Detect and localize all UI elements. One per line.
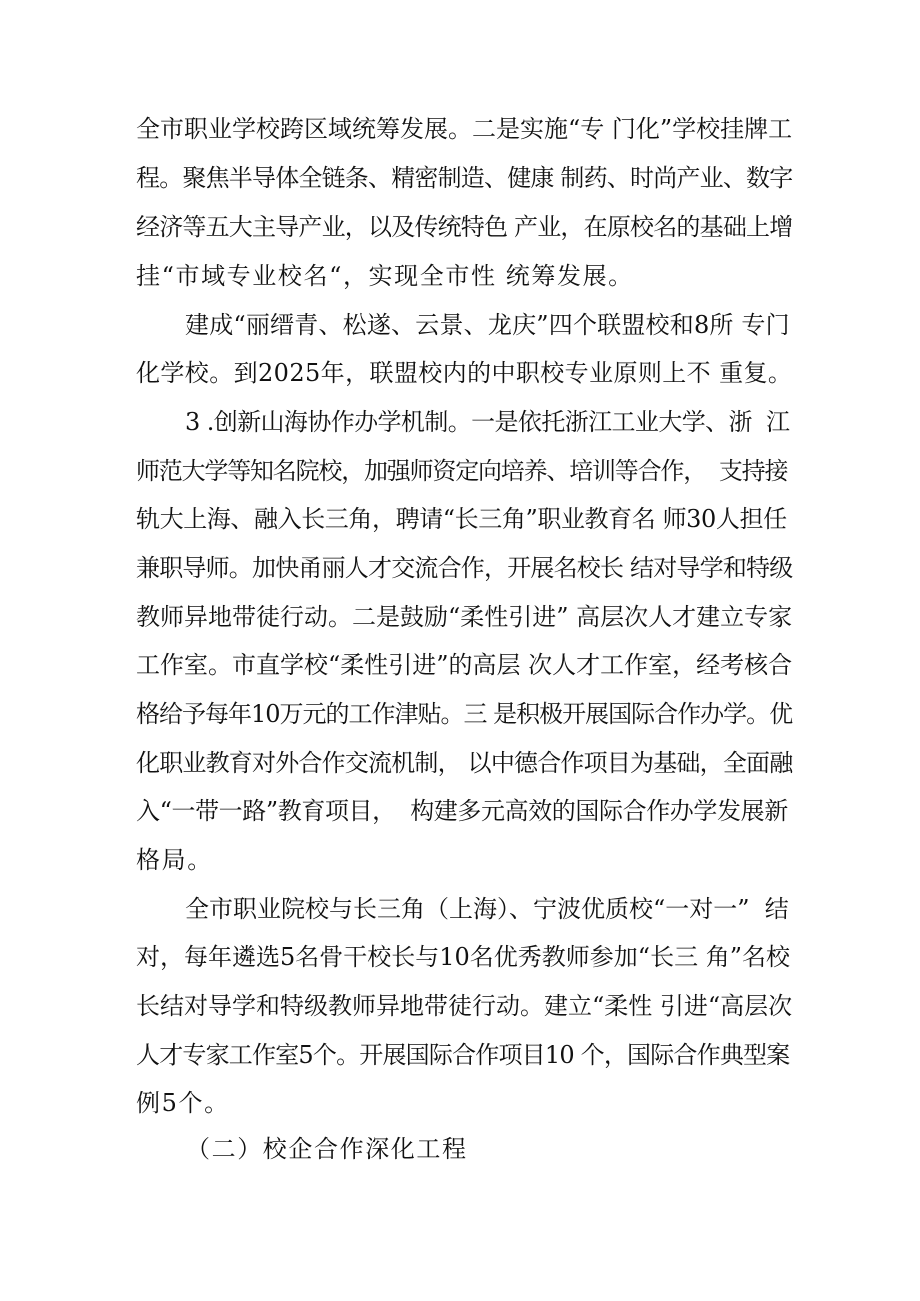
text-line: 长结对导学和特级教师异地带徒行动。建立“柔性 引进“高层次 [136,992,793,1020]
text-line: 轨大上海、融入长三角，聘请“长三角”职业教育名 师30人担任 [136,505,787,533]
text-line: 兼职导师。加快甬丽人才交流合作，开展名校长 结对导学和特级 [136,554,793,582]
text-line: 工作室。市直学校“柔性引进”的高层 次人才工作室，经考核合 [136,651,793,679]
text-line: 化学校。到2025年，联盟校内的中职校专业原则上不 重复。 [136,359,793,387]
text-line: 经济等五大主导产业，以及传统特色 产业，在原校名的基础上增 [136,213,793,241]
text-line: 3 .创新山海协作办学机制。一是依托浙江工业大学、浙 江 [185,408,790,436]
text-line: 程。聚焦半导体全链条、精密制造、健康 制药、时尚产业、数字 [136,164,793,192]
text-line: 对，每年遴选5名骨干校长与10名优秀教师参加“长三 角”名校 [136,943,790,971]
text-line: 人才专家工作室5个。开展国际合作项目10 个，国际合作典型案 [136,1041,790,1069]
text-line: 例5个。 [136,1089,230,1117]
text-line: 全市职业学校跨区域统筹发展。二是实施“专 门化”学校挂牌工 [136,115,793,143]
section-heading: （二）校企合作深化工程 [186,1135,468,1163]
text-line: 教师异地带徒行动。二是鼓励“柔性引进” 高层次人才建立专家 [136,603,793,631]
text-line: 化职业教育对外合作交流机制， 以中德合作项目为基础，全面融 [136,749,793,777]
text-line: 建成“丽缙青、松遂、云景、龙庆”四个联盟校和8所 专门 [185,311,790,339]
text-line: 师范大学等知名院校，加强师资定向培养、培训等合作， 支持接 [136,457,788,485]
text-line: 格局。 [136,846,213,874]
text-line: 全市职业院校与长三角（上海）、宁波优质校“一对一” 结 [185,895,789,923]
text-line: 格给予每年10万元的工作津贴。三 是积极开展国际合作办学。优 [136,700,793,728]
text-line: 入“一带一路”教育项目， 构建多元高效的国际合作办学发展新 [136,797,788,825]
text-line: 挂“市域专业校名“，实现全市性 统筹发展。 [136,262,634,290]
